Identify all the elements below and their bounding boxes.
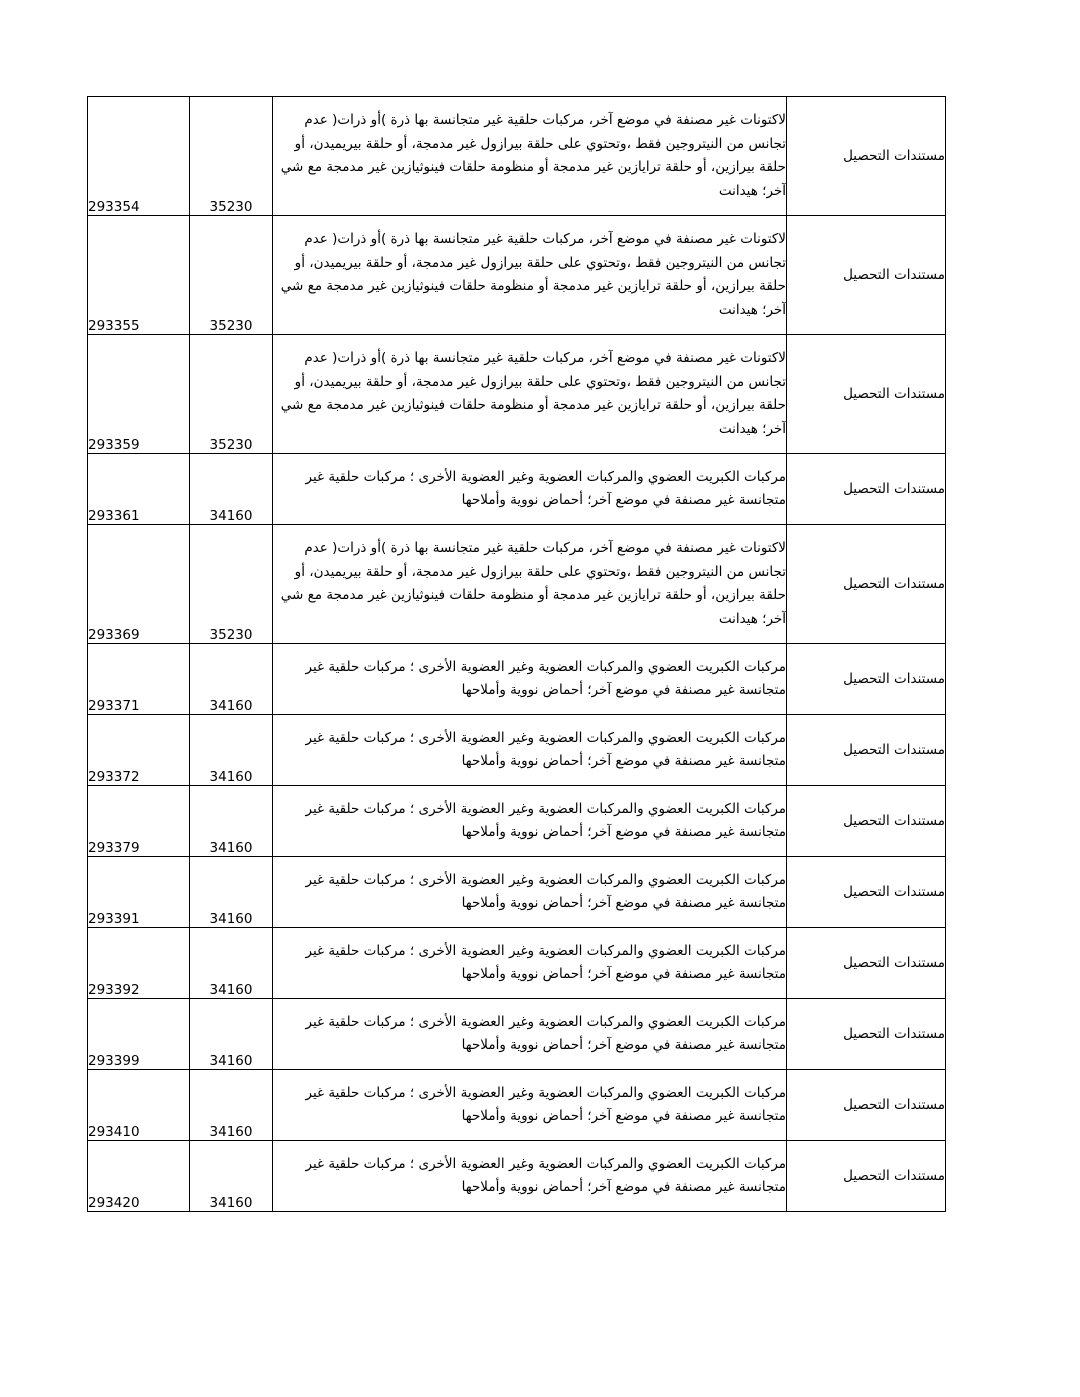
document-type-cell: مستندات التحصيل: [787, 999, 946, 1070]
description-cell: مركبات الكبريت العضوي والمركبات العضوية وغير العضوية الأخرى ؛ مركبات حلقية غير متجانسة غير مصنفة في موضع آخر؛ أحماض نووية وأملاحها: [273, 454, 787, 525]
hs-code-cell: 293371: [88, 644, 190, 715]
hs-code-cell: 293379: [88, 786, 190, 857]
hs-code-cell: 293354: [88, 97, 190, 216]
table-row: [88, 644, 946, 715]
description-cell: لاكتونات غير مصنفة في موضع آخر، مركبات حلقية غير متجانسة بها ذرة )أو ذرات( عدم تجانس من النيتروجين فقط ،وتحتوي على حلقة بيرازول غير مدمجة، أو حلقة بيريميدن، أو حلقة بيرازين، أو حلقة ترايازين غير مدمجة أو منظومة حلقات فينوثيازين غير مدمجة مع شي آخر؛ هيدانت: [273, 216, 787, 335]
document-type-cell: مستندات التحصيل: [787, 97, 946, 216]
document-type-cell: مستندات التحصيل: [787, 928, 946, 999]
isic-code-cell: 35230: [190, 335, 273, 454]
description-cell: مركبات الكبريت العضوي والمركبات العضوية وغير العضوية الأخرى ؛ مركبات حلقية غير متجانسة غير مصنفة في موضع آخر؛ أحماض نووية وأملاحها: [273, 928, 787, 999]
document-type-cell: مستندات التحصيل: [787, 786, 946, 857]
hs-code-cell: 293355: [88, 216, 190, 335]
isic-code-cell: 34160: [190, 644, 273, 715]
description-cell: مركبات الكبريت العضوي والمركبات العضوية وغير العضوية الأخرى ؛ مركبات حلقية غير متجانسة غير مصنفة في موضع آخر؛ أحماض نووية وأملاحها: [273, 786, 787, 857]
hs-code-cell: 293399: [88, 999, 190, 1070]
document-type-cell: مستندات التحصيل: [787, 857, 946, 928]
table-row: [88, 928, 946, 999]
isic-code-cell: 34160: [190, 715, 273, 786]
isic-code-cell: 34160: [190, 786, 273, 857]
table-row: [88, 857, 946, 928]
description-cell: مركبات الكبريت العضوي والمركبات العضوية وغير العضوية الأخرى ؛ مركبات حلقية غير متجانسة غير مصنفة في موضع آخر؛ أحماض نووية وأملاحها: [273, 857, 787, 928]
document-type-cell: مستندات التحصيل: [787, 715, 946, 786]
description-cell: لاكتونات غير مصنفة في موضع آخر، مركبات حلقية غير متجانسة بها ذرة )أو ذرات( عدم تجانس من النيتروجين فقط ،وتحتوي على حلقة بيرازول غير مدمجة، أو حلقة بيريميدن، أو حلقة بيرازين، أو حلقة ترايازين غير مدمجة أو منظومة حلقات فينوثيازين غير مدمجة مع شي آخر؛ هيدانت: [273, 525, 787, 644]
tariff-table-body: [88, 97, 946, 1212]
isic-code-cell: 34160: [190, 857, 273, 928]
isic-code-cell: 34160: [190, 1070, 273, 1141]
isic-code-cell: 34160: [190, 928, 273, 999]
document-type-cell: مستندات التحصيل: [787, 216, 946, 335]
table-row: [88, 97, 946, 216]
table-row: [88, 525, 946, 644]
table-row: [88, 216, 946, 335]
description-cell: مركبات الكبريت العضوي والمركبات العضوية وغير العضوية الأخرى ؛ مركبات حلقية غير متجانسة غير مصنفة في موضع آخر؛ أحماض نووية وأملاحها: [273, 715, 787, 786]
hs-code-cell: 293372: [88, 715, 190, 786]
hs-code-cell: 293359: [88, 335, 190, 454]
table-row: [88, 454, 946, 525]
isic-code-cell: 34160: [190, 454, 273, 525]
isic-code-cell: 34160: [190, 999, 273, 1070]
description-cell: لاكتونات غير مصنفة في موضع آخر، مركبات حلقية غير متجانسة بها ذرة )أو ذرات( عدم تجانس من النيتروجين فقط ،وتحتوي على حلقة بيرازول غير مدمجة، أو حلقة بيريميدن، أو حلقة بيرازين، أو حلقة ترايازين غير مدمجة أو منظومة حلقات فينوثيازين غير مدمجة مع شي آخر؛ هيدانت: [273, 97, 787, 216]
isic-code-cell: 34160: [190, 1141, 273, 1212]
hs-code-cell: 293420: [88, 1141, 190, 1212]
document-type-cell: مستندات التحصيل: [787, 335, 946, 454]
isic-code-cell: 35230: [190, 97, 273, 216]
table-row: [88, 715, 946, 786]
table-row: [88, 335, 946, 454]
hs-code-cell: 293391: [88, 857, 190, 928]
document-type-cell: مستندات التحصيل: [787, 1141, 946, 1212]
table-row: [88, 786, 946, 857]
document-type-cell: مستندات التحصيل: [787, 525, 946, 644]
document-type-cell: مستندات التحصيل: [787, 454, 946, 525]
isic-code-cell: 35230: [190, 525, 273, 644]
description-cell: مركبات الكبريت العضوي والمركبات العضوية وغير العضوية الأخرى ؛ مركبات حلقية غير متجانسة غير مصنفة في موضع آخر؛ أحماض نووية وأملاحها: [273, 1141, 787, 1212]
table-row: [88, 999, 946, 1070]
hs-code-cell: 293361: [88, 454, 190, 525]
description-cell: مركبات الكبريت العضوي والمركبات العضوية وغير العضوية الأخرى ؛ مركبات حلقية غير متجانسة غير مصنفة في موضع آخر؛ أحماض نووية وأملاحها: [273, 644, 787, 715]
description-cell: لاكتونات غير مصنفة في موضع آخر، مركبات حلقية غير متجانسة بها ذرة )أو ذرات( عدم تجانس من النيتروجين فقط ،وتحتوي على حلقة بيرازول غير مدمجة، أو حلقة بيريميدن، أو حلقة بيرازين، أو حلقة ترايازين غير مدمجة أو منظومة حلقات فينوثيازين غير مدمجة مع شي آخر؛ هيدانت: [273, 335, 787, 454]
hs-code-cell: 293410: [88, 1070, 190, 1141]
description-cell: مركبات الكبريت العضوي والمركبات العضوية وغير العضوية الأخرى ؛ مركبات حلقية غير متجانسة غير مصنفة في موضع آخر؛ أحماض نووية وأملاحها: [273, 1070, 787, 1141]
table-row: [88, 1141, 946, 1212]
document-type-cell: مستندات التحصيل: [787, 1070, 946, 1141]
description-cell: مركبات الكبريت العضوي والمركبات العضوية وغير العضوية الأخرى ؛ مركبات حلقية غير متجانسة غير مصنفة في موضع آخر؛ أحماض نووية وأملاحها: [273, 999, 787, 1070]
document-type-cell: مستندات التحصيل: [787, 644, 946, 715]
tariff-table: [87, 96, 946, 1212]
hs-code-cell: 293369: [88, 525, 190, 644]
table-row: [88, 1070, 946, 1141]
isic-code-cell: 35230: [190, 216, 273, 335]
hs-code-cell: 293392: [88, 928, 190, 999]
